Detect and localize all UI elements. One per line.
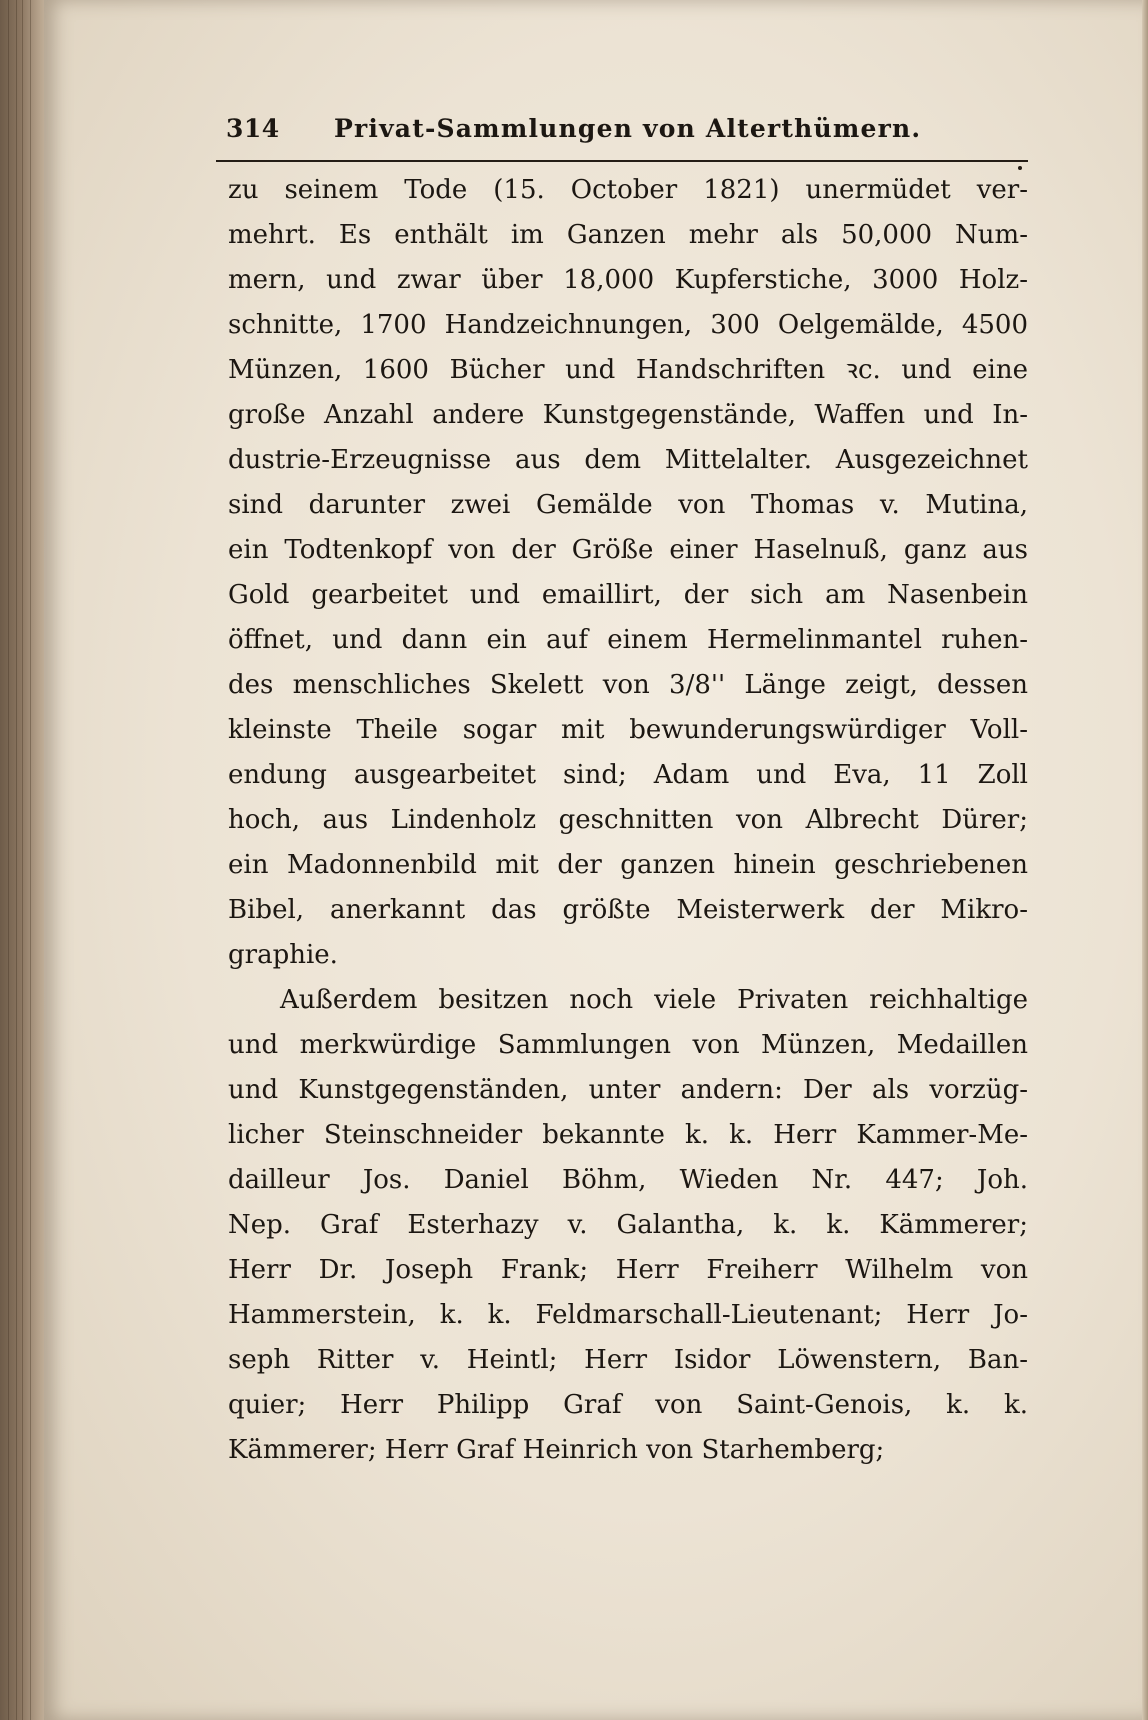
text-line: Kämmerer; Herr Graf Heinrich von Starhemberg; [228, 1435, 885, 1465]
text-line: Nep. Graf Esterhazy v. Galantha, k. k. Kämmerer; [228, 1210, 1028, 1240]
header-rule [216, 160, 1028, 162]
body-text [228, 168, 1028, 1473]
text-line: Herr Dr. Joseph Frank; Herr Freiherr Wilhelm von [228, 1255, 1028, 1285]
text-line: Gold gearbeitet und emaillirt, der sich am Nasenbein [228, 580, 1028, 610]
text-line: schnitte, 1700 Handzeichnungen, 300 Oelgemälde, 4500 [228, 310, 1028, 340]
running-title: Privat-Sammlungen von Alterthümern. [334, 114, 922, 143]
page-edge [1142, 0, 1148, 1720]
text-line: dustrie-Erzeugnisse aus dem Mittelalter. Ausgezeichnet [228, 445, 1028, 475]
text-line: Bibel, anerkannt das größte Meisterwerk der Mikro- [228, 895, 1028, 925]
text-line: ein Madonnenbild mit der ganzen hinein geschriebenen [228, 850, 1028, 880]
text-line: seph Ritter v. Heintl; Herr Isidor Löwenstern, Ban- [228, 1345, 1028, 1375]
text-line: Münzen, 1600 Bücher und Handschriften ꝛc. und eine [228, 355, 1028, 385]
text-line: endung ausgearbeitet sind; Adam und Eva, 11 Zoll [228, 760, 1028, 790]
text-line: dailleur Jos. Daniel Böhm, Wieden Nr. 447; Joh. [228, 1165, 1028, 1195]
text-line: zu seinem Tode (15. October 1821) unermüdet ver- [228, 175, 1028, 205]
text-line: ein Todtenkopf von der Größe einer Haselnuß, ganz aus [228, 535, 1028, 565]
text-line: sind darunter zwei Gemälde von Thomas v. Mutina, [228, 490, 1028, 520]
text-line: des menschliches Skelett von 3/8'' Länge zeigt, dessen [228, 670, 1028, 700]
page-number: 314 [226, 114, 280, 143]
page-header [226, 114, 1026, 156]
text-line: öffnet, und dann ein auf einem Hermelinmantel ruhen- [228, 625, 1028, 655]
text-line: quier; Herr Philipp Graf von Saint-Genois, k. k. [228, 1390, 1028, 1420]
text-line: mern, und zwar über 18,000 Kupferstiche, 3000 Holz- [228, 265, 1028, 295]
text-line: kleinste Theile sogar mit bewunderungswürdiger Voll- [228, 715, 1028, 745]
text-line: große Anzahl andere Kunstgegenstände, Waffen und In- [228, 400, 1028, 430]
text-line: mehrt. Es enthält im Ganzen mehr als 50,000 Num- [228, 220, 1028, 250]
text-line: und Kunstgegenständen, unter andern: Der als vorzüg- [228, 1075, 1028, 1105]
paragraph-end-line: graphie. [228, 940, 338, 970]
text-line: und merkwürdige Sammlungen von Münzen, Medaillen [228, 1030, 1028, 1060]
text-line: Hammerstein, k. k. Feldmarschall-Lieutenant; Herr Jo- [228, 1300, 1028, 1330]
paragraph-start-line: Außerdem besitzen noch viele Privaten reichhaltige [280, 985, 1028, 1015]
text-line: licher Steinschneider bekannte k. k. Herr Kammer-Me- [228, 1120, 1028, 1150]
text-line: hoch, aus Lindenholz geschnitten von Albrecht Dürer; [228, 805, 1028, 835]
